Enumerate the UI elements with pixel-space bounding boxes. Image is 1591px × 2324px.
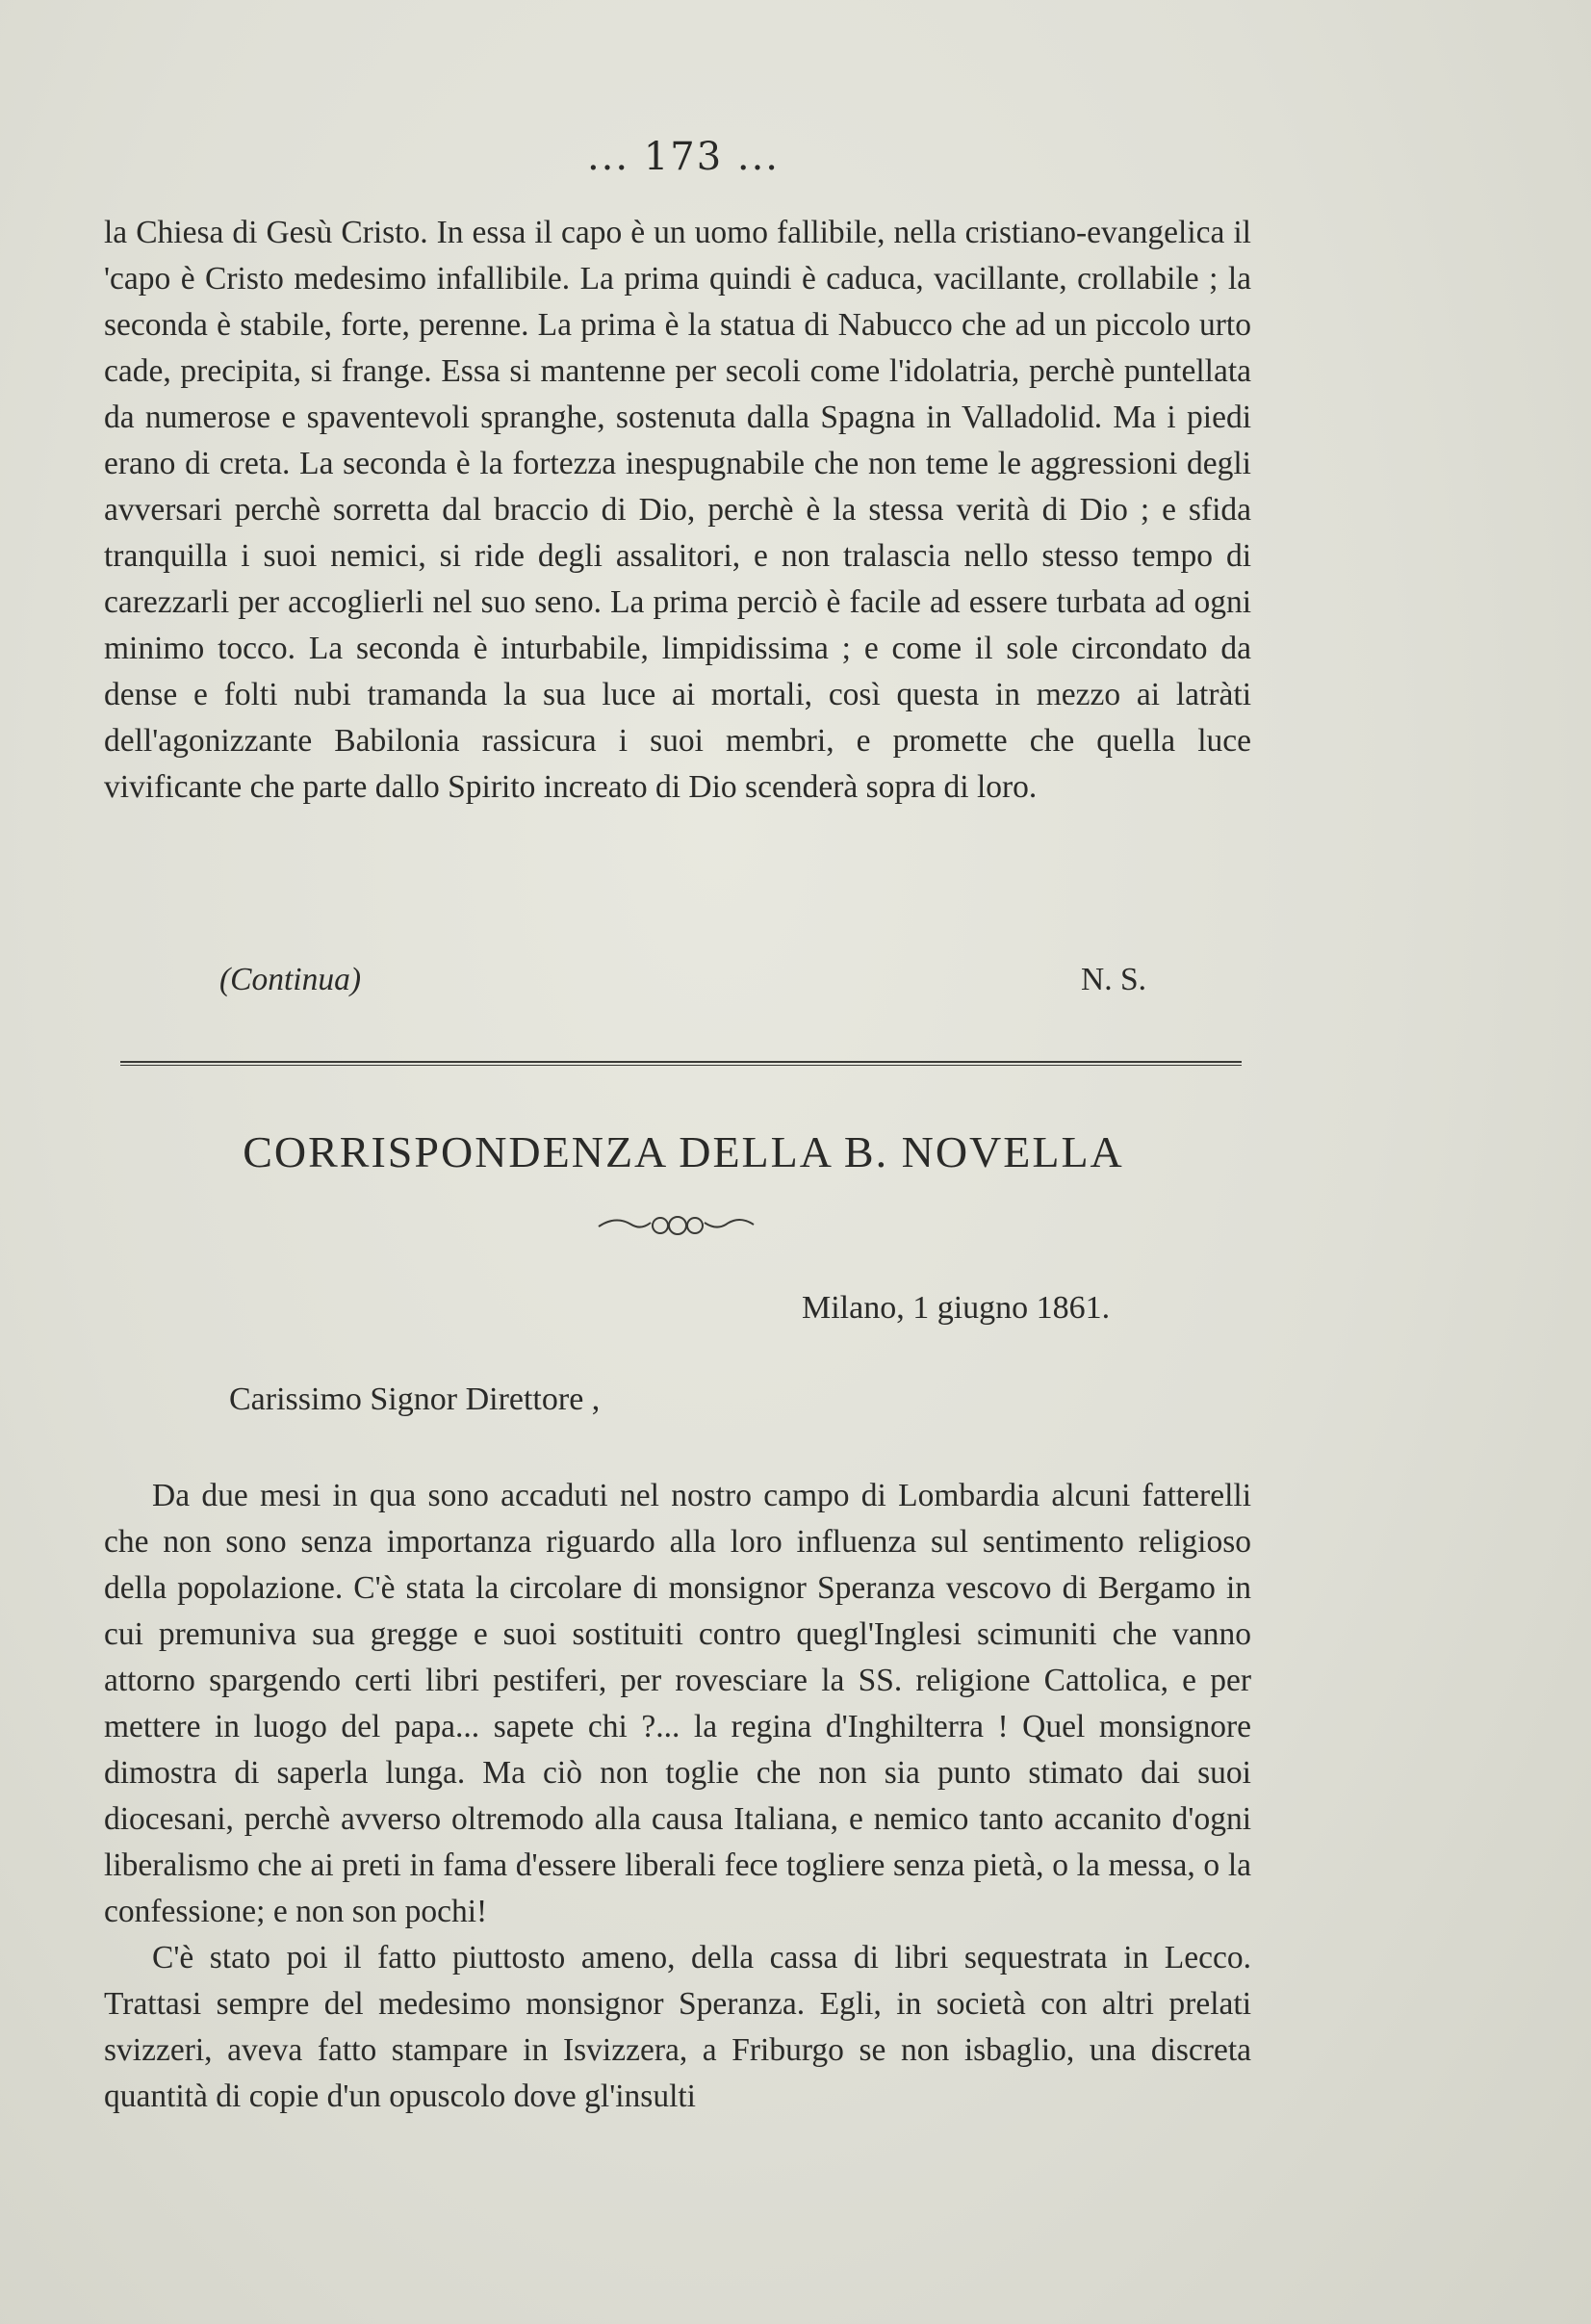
section-title: CORRISPONDENZA DELLA B. NOVELLA [243,1127,1124,1176]
letter-paragraph: C'è stato poi il fatto piuttosto ameno, della cassa di libri sequestrata in Lecco. Trattasi sempre del medesimo monsignor Speranza. Egli, in società con altri prelati svizzeri, aveva fatto stampare in Isvizzera, a Friburgo se non isbaglio, una discreta quantità di copie d'un opuscolo dove gl'insulti [104,1940,1251,2114]
letter-salutation: Carissimo Signor Direttore , [229,1381,601,1417]
author-initials: N. S. [1081,962,1146,997]
ornament-flourish-icon [597,1211,756,1240]
section-divider [120,1061,1242,1066]
article-continuation [104,210,1251,811]
letter-body [104,1473,1251,2120]
continua-label: (Continua) [219,962,362,997]
letter-paragraph: Da due mesi in qua sono accaduti nel nostro campo di Lombardia alcuni fatterelli che non sono senza importanza riguardo alla loro influenza sul sentimento religioso della popolazione. C'è stata la circolare di monsignor Speranza vescovo di Bergamo in cui premuniva sua gregge e suoi sostituiti contro quegl'Inglesi scimuniti che vanno attorno spargendo certi libri pestiferi, per rovesciare la SS. religione Cattolica, e per mettere in luogo del papa... sapete chi ?... la regina d'Inghilterra ! Quel monsignore dimostra di saperla lunga. Ma ciò non toglie che non sia punto stimato dai suoi diocesani, perchè avverso oltremodo alla causa Italiana, e nemico tanto accanito d'ogni liberalismo che ai preti in fama d'essere liberali fece togliere senza pietà, o la messa, o la confessione; e non son pochi! [104,1478,1251,1929]
article-paragraph: la Chiesa di Gesù Cristo. In essa il capo è un uomo fallibile, nella cristiano-evangelica il 'capo è Cristo medesimo infallibile. La prima quindi è caduca, vacillante, crollabile ; la seconda è stabile, forte, perenne. La prima è la statua di Nabucco che ad un piccolo urto cade, precipita, si frange. Essa si mantenne per secoli come l'idolatria, perchè puntellata da numerose e spaventevoli spranghe, sostenuta dalla Spagna in Valladolid. Ma i piedi erano di creta. La seconda è la fortezza inespugnabile che non teme le aggressioni degli avversari perchè sorretta dal braccio di Dio, perchè è la stessa verità di Dio ; e sfida tranquilla i suoi nemici, si ride degli assalitori, e non tralascia nello stesso tempo di carezzarli per accoglierli nel suo seno. La prima perciò è facile ad essere turbata ad ogni minimo tocco. La seconda è inturbabile, limpidissima ; e come il sole circondato da dense e folti nubi tramanda la sua luce ai mortali, così questa in mezzo ai latràti dell'agonizzante Babilonia rassicura i suoi membri, e promette che quella luce vivificante che parte dallo Spirito increato di Dio scenderà sopra di loro. [104,215,1251,805]
page-number: ... 173 ... [586,135,781,179]
letter-dateline: Milano, 1 giugno 1861. [802,1290,1111,1326]
article-signature-line [104,957,1251,1003]
